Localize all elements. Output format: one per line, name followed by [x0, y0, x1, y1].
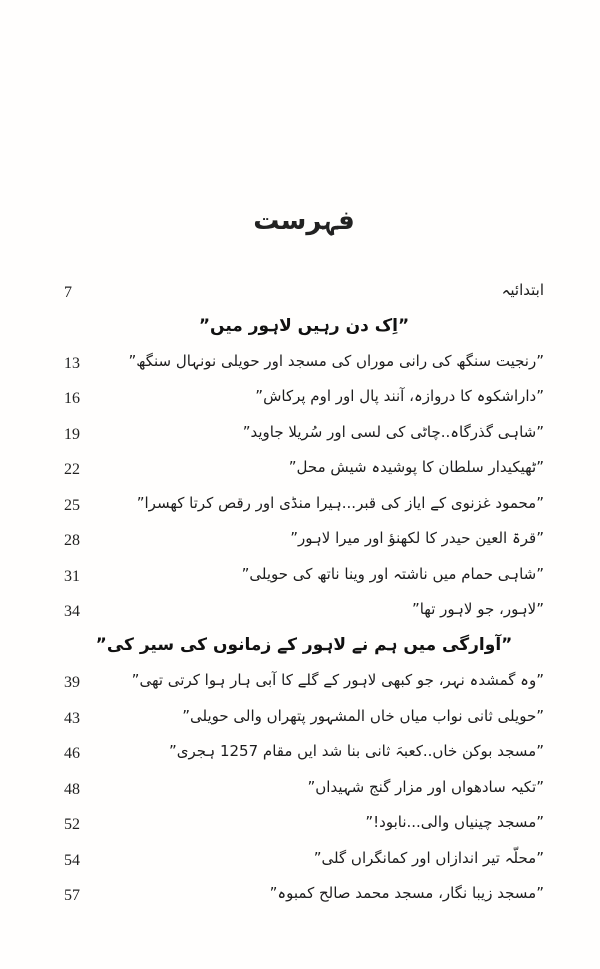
toc-entry-title: ”شاہی حمام میں ناشتہ اور وینا ناتھ کی حویلی” — [241, 564, 544, 583]
toc-entry-title: ”مسجد بوکن خاں..کعبہَ ثانی بنا شد ایں مقام 1257 ہجری” — [168, 742, 544, 761]
toc-row — [64, 343, 544, 379]
page-number: 25 — [64, 496, 80, 514]
page-number: 7 — [64, 283, 72, 301]
page-number: 28 — [64, 532, 80, 550]
toc-section-heading — [64, 308, 544, 344]
toc-section-heading — [64, 627, 544, 663]
toc-row — [64, 414, 544, 450]
page-number: 16 — [64, 390, 80, 408]
page-number: 39 — [64, 674, 80, 692]
toc-row — [64, 379, 544, 415]
toc-row — [64, 485, 544, 521]
page-number: 48 — [64, 780, 80, 798]
toc-entry-title: ”لاہور، جو لاہور تھا” — [411, 600, 544, 619]
toc-entry-title: ”محمود غزنوی کے ایاز کی قبر...ہیرا منڈی اور رقص کرتا کھسرا” — [136, 493, 544, 512]
toc-row — [64, 450, 544, 486]
page-number: 31 — [64, 567, 80, 585]
page-number: 13 — [64, 354, 80, 372]
toc-entry-title: ”وہ گمشدہ نہر، جو کبھی لاہور کے گلے کا آبی ہار ہوا کرتی تھی” — [131, 671, 544, 690]
toc-entry-title: ”قرۃ العین حیدر کا لکھنؤ اور میرا لاہور” — [290, 529, 544, 548]
page-number: 46 — [64, 745, 80, 763]
toc-entry-title: ”داراشکوہ کا دروازہ، آنند پال اور اوم پرکاش” — [255, 387, 544, 406]
toc-row — [64, 805, 544, 841]
toc-row — [64, 769, 544, 805]
toc-entry-title: ”شاہی گذرگاہ..چاٹی کی لسی اور سُریلا جاوید” — [242, 422, 544, 441]
toc-entry-title: ”رنجیت سنگھ کی رانی موراں کی مسجد اور حویلی نونہال سنگھ” — [128, 351, 544, 370]
toc-row — [64, 734, 544, 770]
toc-row — [64, 272, 544, 308]
toc-entry-title: ”مسجد زیبا نگار، مسجد محمد صالح کمبوہ” — [269, 884, 544, 903]
page-number: 43 — [64, 709, 80, 727]
page-number: 52 — [64, 816, 80, 834]
toc-row — [64, 663, 544, 699]
section-heading-text: ”اِک دن رہیں لاہور میں” — [198, 315, 410, 336]
section-heading-text: ”آوارگی میں ہم نے لاہور کے زمانوں کی سیر کی” — [95, 635, 513, 656]
page-number: 19 — [64, 425, 80, 443]
page-number: 34 — [64, 603, 80, 621]
toc-row — [64, 556, 544, 592]
toc-row — [64, 840, 544, 876]
page-number: 57 — [64, 887, 80, 905]
toc-entry-title: ”ٹھیکیدار سلطان کا پوشیدہ شیش محل” — [288, 458, 544, 477]
toc-row — [64, 592, 544, 628]
page-number: 22 — [64, 461, 80, 479]
page-number: 54 — [64, 851, 80, 869]
toc-entry-title: ”حویلی ثانی نواب میاں خاں المشہور پتھراں والی حویلی” — [182, 706, 544, 725]
toc-entry-title: ابتدائیہ — [501, 280, 544, 299]
toc-entry-title: ”تکیہ سادھواں اور مزار گنج شہیداں” — [307, 777, 544, 796]
toc-row — [64, 521, 544, 557]
toc-row — [64, 698, 544, 734]
table-of-contents — [64, 200, 544, 911]
toc-row — [64, 876, 544, 912]
page-title: فہرست — [253, 206, 355, 236]
toc-entry-title: ”مسجد چینیاں والی...نابود!” — [365, 813, 544, 832]
toc-entry-title: ”محلّہ تیر اندازاں اور کمانگراں گلی” — [313, 848, 544, 867]
